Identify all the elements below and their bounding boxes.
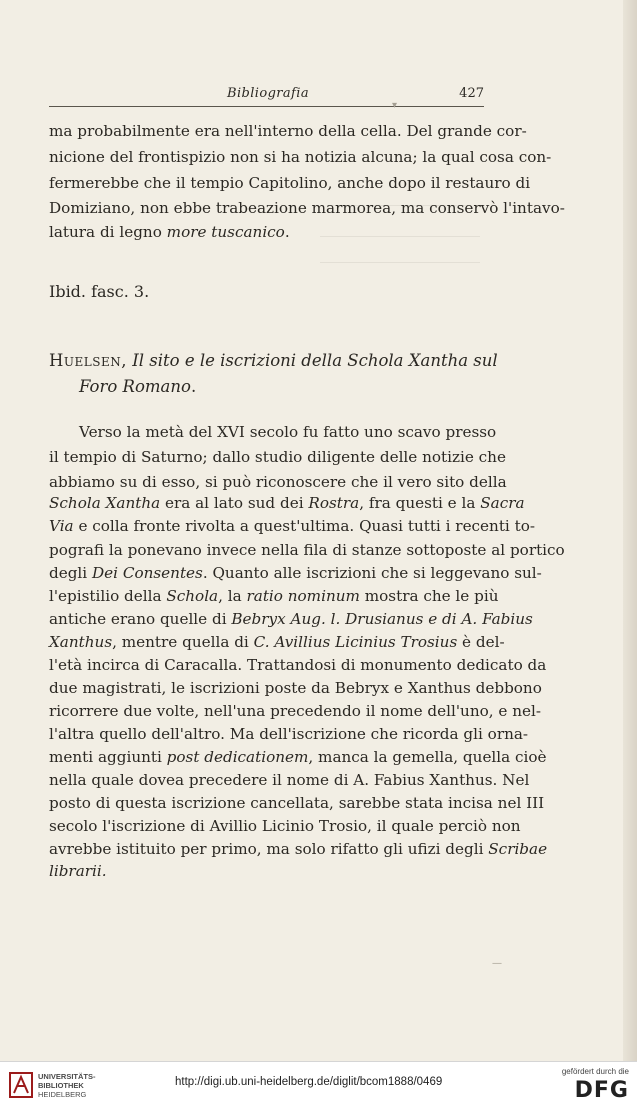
text-line: menti aggiunti post dedicationem, manca la gemella, quella cioè bbox=[49, 748, 547, 766]
text-line: fermerebbe che il tempio Capitolino, anche dopo il restauro di bbox=[49, 174, 531, 192]
text-line: Domiziano, non ebbe trabeazione marmorea, ma conservò l'intavo- bbox=[49, 199, 565, 217]
text-line: latura di legno more tuscanico. bbox=[49, 223, 290, 241]
text-line: avrebbe istituito per primo, ma solo rifatto gli ufizi degli Scribae bbox=[49, 840, 548, 858]
running-title: Bibliografia bbox=[227, 86, 309, 101]
text-line: Verso la metà del XVI secolo fu fatto uno scavo presso bbox=[79, 423, 497, 441]
entry-heading-line2: Foro Romano. bbox=[79, 377, 197, 396]
page-number: 427 bbox=[459, 86, 484, 101]
text-line: librarii. bbox=[49, 862, 107, 880]
text-line: ricorrere due volte, nell'una precedendo il nome dell'uno, e nel- bbox=[49, 702, 541, 720]
university-library-logo-icon bbox=[8, 1071, 34, 1099]
permalink-url[interactable]: http://digi.ub.uni-heidelberg.de/diglit/bcom1888/0469 bbox=[175, 1076, 443, 1088]
entry-heading-line1 bbox=[49, 350, 498, 372]
text-line: abbiamo su di esso, si può riconoscere che il vero sito della bbox=[49, 473, 507, 491]
text-line: posto di questa iscrizione cancellata, sarebbe stata incisa nel III bbox=[49, 794, 545, 812]
bleed-through-3 bbox=[320, 262, 480, 275]
text-line: nicione del frontispizio non si ha notizia alcuna; la qual cosa con- bbox=[49, 148, 552, 166]
text-line: l'epistilio della Schola, la ratio nominum mostra che le più bbox=[49, 587, 499, 605]
text-line: pografi la ponevano invece nella fila di stanze sottoposte al portico bbox=[49, 541, 565, 559]
text-line: l'altra quello dell'altro. Ma dell'iscrizione che ricorda gli orna- bbox=[49, 725, 529, 743]
entry-author: Huelsen, bbox=[49, 351, 127, 370]
text-line: Xanthus, mentre quella di C. Avillius Licinius Trosius è del- bbox=[49, 633, 505, 651]
page-edge bbox=[623, 0, 637, 1061]
text-line: nella quale dovea precedere il nome di A. Fabius Xanthus. Nel bbox=[49, 771, 530, 789]
text-line: il tempio di Saturno; dallo studio diligente delle notizie che bbox=[49, 448, 506, 466]
entry-title: Il sito e le iscrizioni della Schola Xantha sul bbox=[132, 351, 498, 370]
text-line: due magistrati, le iscrizioni poste da Bebryx e Xanthus debbono bbox=[49, 679, 542, 697]
text-line: Schola Xantha era al lato sud dei Rostra, fra questi e la Sacra bbox=[49, 494, 525, 512]
italic-phrase: more tuscanico bbox=[166, 223, 285, 241]
dfg-logo-icon: DFG bbox=[574, 1078, 629, 1103]
text-line: secolo l'iscrizione di Avillio Licinio Trosio, il quale perciò non bbox=[49, 817, 521, 835]
running-header bbox=[49, 84, 484, 107]
page-mark: — bbox=[492, 958, 502, 969]
text-line: degli Dei Consentes. Quanto alle iscrizioni che si leggevano sul- bbox=[49, 564, 542, 582]
library-name: UNIVERSITÄTS- BIBLIOTHEK HEIDELBERG bbox=[38, 1072, 96, 1099]
page-mark: ▾ bbox=[392, 100, 398, 111]
funder-label: gefördert durch die bbox=[561, 1067, 629, 1076]
text-line: Via e colla fronte rivolta a quest'ultima. Quasi tutti i recenti to- bbox=[49, 517, 535, 535]
digitization-footer bbox=[0, 1061, 637, 1108]
text-line: antiche erano quelle di Bebryx Aug. l. Drusianus e di A. Fabius bbox=[49, 610, 533, 628]
text-line: l'età incirca di Caracalla. Trattandosi di monumento dedicato da bbox=[49, 656, 547, 674]
issue-reference: Ibid. fasc. 3. bbox=[49, 282, 150, 301]
text-line: ma probabilmente era nell'interno della cella. Del grande cor- bbox=[49, 122, 527, 140]
